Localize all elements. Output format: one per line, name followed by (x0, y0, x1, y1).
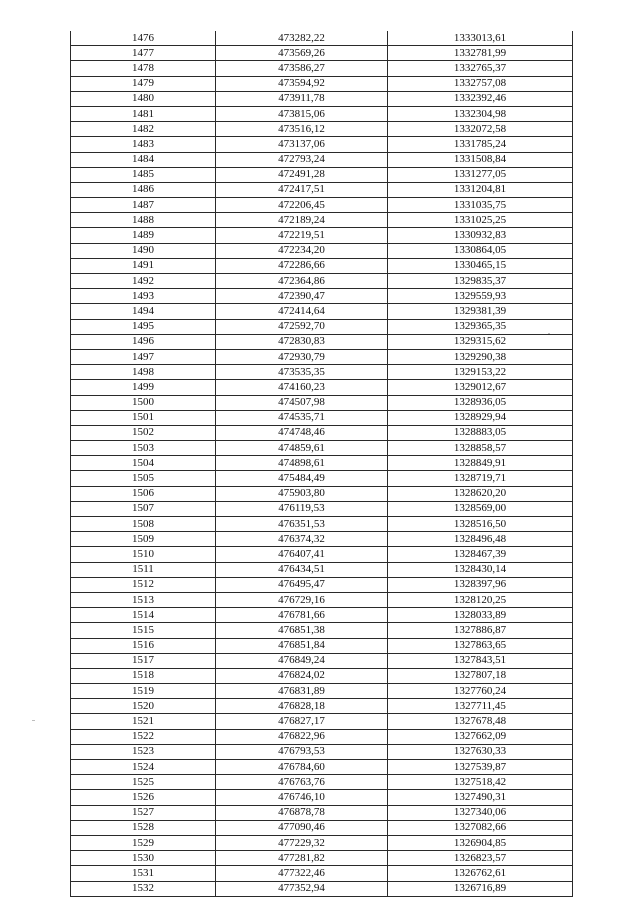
x-coordinate-cell: 476793,53 (216, 744, 388, 759)
table-row (71, 304, 573, 319)
table-row (71, 152, 573, 167)
x-coordinate-cell: 473594,92 (216, 76, 388, 91)
point-number-cell: 1489 (71, 228, 216, 243)
x-coordinate-cell: 477322,46 (216, 866, 388, 881)
x-coordinate-cell: 476831,89 (216, 684, 388, 699)
point-number-cell: 1495 (71, 319, 216, 334)
table-row (71, 805, 573, 820)
point-number-cell: 1490 (71, 243, 216, 258)
point-number-cell: 1509 (71, 532, 216, 547)
table-row (71, 46, 573, 61)
point-number-cell: 1521 (71, 714, 216, 729)
table-row (71, 623, 573, 638)
point-number-cell: 1496 (71, 334, 216, 349)
y-coordinate-cell: 1329153,22 (388, 365, 573, 380)
x-coordinate-cell: 473569,26 (216, 46, 388, 61)
point-number-cell: 1477 (71, 46, 216, 61)
y-coordinate-cell: 1328569,00 (388, 501, 573, 516)
y-coordinate-cell: 1329559,93 (388, 289, 573, 304)
point-number-cell: 1525 (71, 775, 216, 790)
table-row (71, 577, 573, 592)
table-row (71, 881, 573, 896)
y-coordinate-cell: 1327843,51 (388, 653, 573, 668)
point-number-cell: 1494 (71, 304, 216, 319)
y-coordinate-cell: 1328467,39 (388, 547, 573, 562)
point-number-cell: 1486 (71, 182, 216, 197)
point-number-cell: 1519 (71, 684, 216, 699)
point-number-cell: 1513 (71, 592, 216, 607)
y-coordinate-cell: 1327539,87 (388, 760, 573, 775)
table-row (71, 471, 573, 486)
table-row (71, 653, 573, 668)
point-number-cell: 1524 (71, 760, 216, 775)
y-coordinate-cell: 1327863,65 (388, 638, 573, 653)
table-row (71, 289, 573, 304)
point-number-cell: 1483 (71, 137, 216, 152)
y-coordinate-cell: 1332781,99 (388, 46, 573, 61)
table-row (71, 380, 573, 395)
table-row (71, 137, 573, 152)
x-coordinate-cell: 474160,23 (216, 380, 388, 395)
y-coordinate-cell: 1327711,45 (388, 699, 573, 714)
table-row (71, 684, 573, 699)
y-coordinate-cell: 1327807,18 (388, 668, 573, 683)
table-row (71, 775, 573, 790)
table-row (71, 668, 573, 683)
point-number-cell: 1491 (71, 258, 216, 273)
y-coordinate-cell: 1331204,81 (388, 182, 573, 197)
y-coordinate-cell: 1327760,24 (388, 684, 573, 699)
table-row (71, 456, 573, 471)
y-coordinate-cell: 1328883,05 (388, 425, 573, 440)
x-coordinate-cell: 476784,60 (216, 760, 388, 775)
table-row (71, 486, 573, 501)
y-coordinate-cell: 1327082,66 (388, 820, 573, 835)
table-row (71, 258, 573, 273)
table-row (71, 851, 573, 866)
y-coordinate-cell: 1330932,83 (388, 228, 573, 243)
point-number-cell: 1501 (71, 410, 216, 425)
y-coordinate-cell: 1327340,06 (388, 805, 573, 820)
point-number-cell: 1516 (71, 638, 216, 653)
y-coordinate-cell: 1326904,85 (388, 835, 573, 850)
x-coordinate-cell: 472793,24 (216, 152, 388, 167)
x-coordinate-cell: 476827,17 (216, 714, 388, 729)
x-coordinate-cell: 472592,70 (216, 319, 388, 334)
y-coordinate-cell: 1329290,38 (388, 349, 573, 364)
table-row (71, 61, 573, 76)
table-row (71, 744, 573, 759)
table-row (71, 395, 573, 410)
point-number-cell: 1515 (71, 623, 216, 638)
x-coordinate-cell: 476495,47 (216, 577, 388, 592)
point-number-cell: 1526 (71, 790, 216, 805)
table-row (71, 31, 573, 46)
y-coordinate-cell: 1332757,08 (388, 76, 573, 91)
point-number-cell: 1507 (71, 501, 216, 516)
y-coordinate-cell: 1327518,42 (388, 775, 573, 790)
point-number-cell: 1517 (71, 653, 216, 668)
table-row (71, 182, 573, 197)
x-coordinate-cell: 473535,35 (216, 365, 388, 380)
x-coordinate-cell: 474748,46 (216, 425, 388, 440)
table-row (71, 790, 573, 805)
x-coordinate-cell: 474859,61 (216, 441, 388, 456)
point-number-cell: 1499 (71, 380, 216, 395)
point-number-cell: 1485 (71, 167, 216, 182)
table-row (71, 835, 573, 850)
table-row (71, 562, 573, 577)
y-coordinate-cell: 1328620,20 (388, 486, 573, 501)
y-coordinate-cell: 1332072,58 (388, 122, 573, 137)
scan-speck (32, 720, 35, 721)
y-coordinate-cell: 1329012,67 (388, 380, 573, 395)
point-number-cell: 1480 (71, 91, 216, 106)
y-coordinate-cell: 1328849,91 (388, 456, 573, 471)
point-number-cell: 1518 (71, 668, 216, 683)
x-coordinate-cell: 476351,53 (216, 517, 388, 532)
x-coordinate-cell: 476824,02 (216, 668, 388, 683)
point-number-cell: 1512 (71, 577, 216, 592)
point-number-cell: 1504 (71, 456, 216, 471)
y-coordinate-cell: 1328929,94 (388, 410, 573, 425)
x-coordinate-cell: 473586,27 (216, 61, 388, 76)
point-number-cell: 1511 (71, 562, 216, 577)
x-coordinate-cell: 476434,51 (216, 562, 388, 577)
x-coordinate-cell: 476878,78 (216, 805, 388, 820)
point-number-cell: 1482 (71, 122, 216, 137)
point-number-cell: 1488 (71, 213, 216, 228)
x-coordinate-cell: 472417,51 (216, 182, 388, 197)
y-coordinate-cell: 1330465,15 (388, 258, 573, 273)
x-coordinate-cell: 476822,96 (216, 729, 388, 744)
y-coordinate-cell: 1329381,39 (388, 304, 573, 319)
table-row (71, 760, 573, 775)
table-row (71, 167, 573, 182)
y-coordinate-cell: 1326823,57 (388, 851, 573, 866)
y-coordinate-cell: 1329835,37 (388, 274, 573, 289)
table-row (71, 349, 573, 364)
coordinates-table-body (71, 31, 573, 896)
x-coordinate-cell: 476407,41 (216, 547, 388, 562)
x-coordinate-cell: 473911,78 (216, 91, 388, 106)
x-coordinate-cell: 477281,82 (216, 851, 388, 866)
x-coordinate-cell: 476119,53 (216, 501, 388, 516)
table-row (71, 729, 573, 744)
y-coordinate-cell: 1326716,89 (388, 881, 573, 896)
table-row (71, 228, 573, 243)
y-coordinate-cell: 1328496,48 (388, 532, 573, 547)
y-coordinate-cell: 1332392,46 (388, 91, 573, 106)
point-number-cell: 1493 (71, 289, 216, 304)
x-coordinate-cell: 476746,10 (216, 790, 388, 805)
point-number-cell: 1479 (71, 76, 216, 91)
x-coordinate-cell: 472830,83 (216, 334, 388, 349)
x-coordinate-cell: 473137,06 (216, 137, 388, 152)
y-coordinate-cell: 1328397,96 (388, 577, 573, 592)
y-coordinate-cell: 1328858,57 (388, 441, 573, 456)
x-coordinate-cell: 472390,47 (216, 289, 388, 304)
point-number-cell: 1523 (71, 744, 216, 759)
point-number-cell: 1500 (71, 395, 216, 410)
point-number-cell: 1484 (71, 152, 216, 167)
x-coordinate-cell: 476849,24 (216, 653, 388, 668)
point-number-cell: 1492 (71, 274, 216, 289)
y-coordinate-cell: 1331508,84 (388, 152, 573, 167)
point-number-cell: 1487 (71, 198, 216, 213)
y-coordinate-cell: 1328120,25 (388, 592, 573, 607)
x-coordinate-cell: 472206,45 (216, 198, 388, 213)
table-row (71, 517, 573, 532)
x-coordinate-cell: 476851,84 (216, 638, 388, 653)
x-coordinate-cell: 476763,76 (216, 775, 388, 790)
table-row (71, 76, 573, 91)
x-coordinate-cell: 474898,61 (216, 456, 388, 471)
x-coordinate-cell: 474535,71 (216, 410, 388, 425)
table-row (71, 547, 573, 562)
point-number-cell: 1476 (71, 31, 216, 46)
x-coordinate-cell: 476851,38 (216, 623, 388, 638)
y-coordinate-cell: 1329365,35 (388, 319, 573, 334)
table-row (71, 319, 573, 334)
table-row (71, 638, 573, 653)
y-coordinate-cell: 1328033,89 (388, 608, 573, 623)
point-number-cell: 1527 (71, 805, 216, 820)
y-coordinate-cell: 1327662,09 (388, 729, 573, 744)
x-coordinate-cell: 476781,66 (216, 608, 388, 623)
point-number-cell: 1529 (71, 835, 216, 850)
x-coordinate-cell: 477229,32 (216, 835, 388, 850)
table-row (71, 106, 573, 121)
point-number-cell: 1497 (71, 349, 216, 364)
point-number-cell: 1510 (71, 547, 216, 562)
table-row (71, 441, 573, 456)
table-row (71, 820, 573, 835)
y-coordinate-cell: 1329315,62 (388, 334, 573, 349)
point-number-cell: 1503 (71, 441, 216, 456)
x-coordinate-cell: 472930,79 (216, 349, 388, 364)
x-coordinate-cell: 476374,32 (216, 532, 388, 547)
table-row (71, 365, 573, 380)
table-row (71, 274, 573, 289)
x-coordinate-cell: 472286,66 (216, 258, 388, 273)
point-number-cell: 1508 (71, 517, 216, 532)
y-coordinate-cell: 1331025,25 (388, 213, 573, 228)
point-number-cell: 1506 (71, 486, 216, 501)
table-row (71, 425, 573, 440)
y-coordinate-cell: 1327886,87 (388, 623, 573, 638)
point-number-cell: 1531 (71, 866, 216, 881)
table-row (71, 532, 573, 547)
table-row (71, 714, 573, 729)
scan-speck (548, 333, 550, 334)
point-number-cell: 1532 (71, 881, 216, 896)
x-coordinate-cell: 473516,12 (216, 122, 388, 137)
point-number-cell: 1502 (71, 425, 216, 440)
table-row (71, 592, 573, 607)
point-number-cell: 1528 (71, 820, 216, 835)
point-number-cell: 1478 (71, 61, 216, 76)
table-row (71, 122, 573, 137)
point-number-cell: 1530 (71, 851, 216, 866)
table-row (71, 410, 573, 425)
y-coordinate-cell: 1326762,61 (388, 866, 573, 881)
x-coordinate-cell: 475903,80 (216, 486, 388, 501)
point-number-cell: 1514 (71, 608, 216, 623)
table-row (71, 501, 573, 516)
x-coordinate-cell: 472491,28 (216, 167, 388, 182)
table-row (71, 91, 573, 106)
y-coordinate-cell: 1331785,24 (388, 137, 573, 152)
y-coordinate-cell: 1328719,71 (388, 471, 573, 486)
y-coordinate-cell: 1328516,50 (388, 517, 573, 532)
table-row (71, 866, 573, 881)
coordinates-table (70, 31, 573, 897)
point-number-cell: 1481 (71, 106, 216, 121)
point-number-cell: 1498 (71, 365, 216, 380)
x-coordinate-cell: 473282,22 (216, 31, 388, 46)
y-coordinate-cell: 1330864,05 (388, 243, 573, 258)
y-coordinate-cell: 1328430,14 (388, 562, 573, 577)
x-coordinate-cell: 473815,06 (216, 106, 388, 121)
x-coordinate-cell: 472364,86 (216, 274, 388, 289)
table-row (71, 334, 573, 349)
table-row (71, 243, 573, 258)
x-coordinate-cell: 472234,20 (216, 243, 388, 258)
y-coordinate-cell: 1332304,98 (388, 106, 573, 121)
x-coordinate-cell: 477090,46 (216, 820, 388, 835)
table-row (71, 198, 573, 213)
y-coordinate-cell: 1331277,05 (388, 167, 573, 182)
x-coordinate-cell: 477352,94 (216, 881, 388, 896)
y-coordinate-cell: 1328936,05 (388, 395, 573, 410)
point-number-cell: 1520 (71, 699, 216, 714)
y-coordinate-cell: 1327630,33 (388, 744, 573, 759)
table-row (71, 699, 573, 714)
y-coordinate-cell: 1332765,37 (388, 61, 573, 76)
table-row (71, 213, 573, 228)
x-coordinate-cell: 474507,98 (216, 395, 388, 410)
x-coordinate-cell: 472189,24 (216, 213, 388, 228)
y-coordinate-cell: 1333013,61 (388, 31, 573, 46)
x-coordinate-cell: 476729,16 (216, 592, 388, 607)
x-coordinate-cell: 475484,49 (216, 471, 388, 486)
x-coordinate-cell: 472414,64 (216, 304, 388, 319)
y-coordinate-cell: 1327678,48 (388, 714, 573, 729)
x-coordinate-cell: 476828,18 (216, 699, 388, 714)
point-number-cell: 1505 (71, 471, 216, 486)
point-number-cell: 1522 (71, 729, 216, 744)
table-row (71, 608, 573, 623)
x-coordinate-cell: 472219,51 (216, 228, 388, 243)
y-coordinate-cell: 1327490,31 (388, 790, 573, 805)
y-coordinate-cell: 1331035,75 (388, 198, 573, 213)
